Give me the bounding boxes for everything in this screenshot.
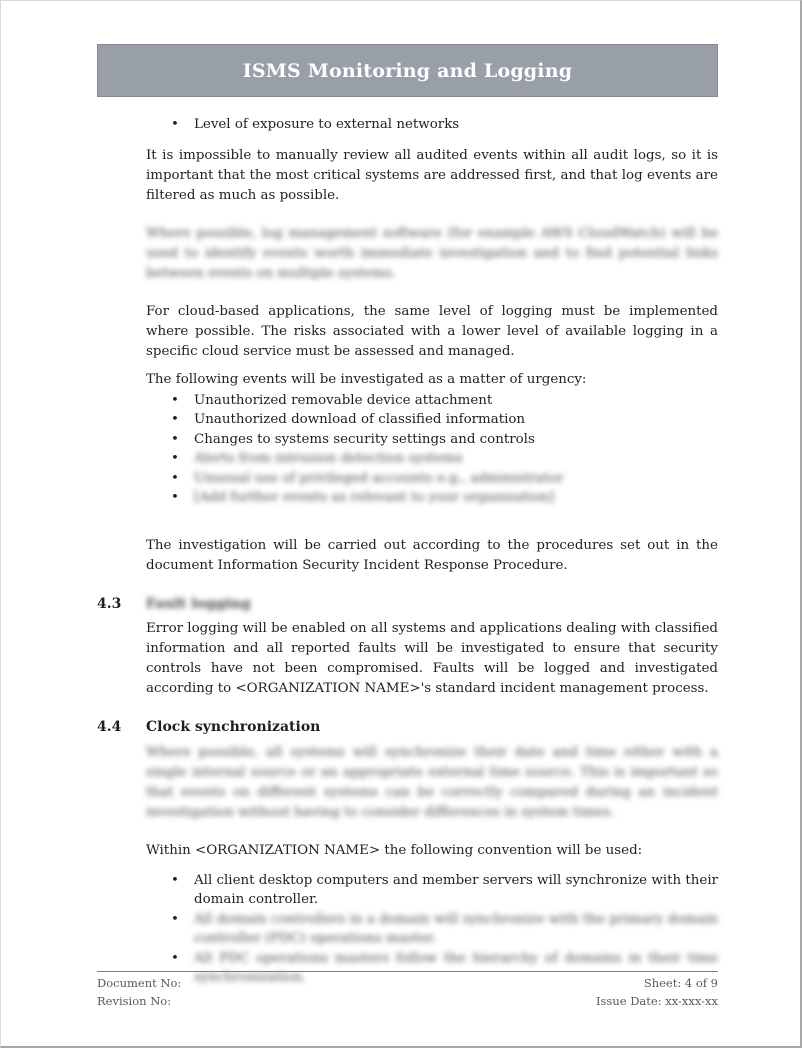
document-title-banner — [97, 44, 718, 97]
bullet-dot-icon: • — [171, 872, 179, 888]
bullet-item — [146, 449, 718, 469]
footer-right — [596, 975, 718, 1010]
bullet-item — [146, 488, 718, 508]
section-4-3-heading — [97, 594, 718, 614]
section-title-blurred: Fault logging — [146, 595, 251, 612]
paragraph-fault-logging: Error logging will be enabled on all systems and applications dealing with classified information and all reported faults will be investigated to ensure that security controls have not been compromised. Faults will be logged and investigated according to <ORGANIZATION NAME>'s standard incident management process. — [146, 620, 718, 696]
bullet-item — [146, 910, 718, 949]
exposure-bullet-list — [146, 115, 718, 135]
issue-date: Issue Date: xx-xxx-xx — [595, 993, 718, 1008]
bullet-item — [146, 469, 718, 489]
bullet-dot-icon: • — [171, 431, 179, 447]
bullet-dot-icon: • — [171, 117, 179, 132]
paragraph-clock-sync-blurred: Where possible, all systems will synchronize their date and time either with a single internal source or an appropriate external time source. This is important so that events on different systems can be correctly compared during an incident investigation without having to consider differences in system times. — [146, 744, 718, 820]
bullet-dot-icon: • — [171, 412, 179, 427]
bullet-text: Changes to systems security settings and controls — [194, 431, 535, 447]
bullet-dot-icon: • — [171, 490, 179, 505]
bullet-text-blurred: [Add further events as relevant to your organization] — [194, 490, 555, 505]
section-title: Clock synchronization — [146, 718, 321, 735]
paragraph-investigation: The investigation will be carried out according to the procedures set out in the document Information Security Incident Response Procedure. — [146, 537, 718, 573]
bullet-item — [146, 871, 718, 910]
section-4-4-heading — [97, 717, 718, 737]
bullet-text: All client desktop computers and member servers will synchronize with their domain controller. — [194, 872, 718, 907]
bullet-item — [146, 115, 718, 135]
document-no-label: Document No: — [97, 976, 182, 990]
paragraph-cloud-based: For cloud-based applications, the same level of logging must be implemented where possible. The risks associated with a lower level of available logging in a specific cloud service must be assessed and managed. — [146, 303, 718, 359]
revision-no-label: Revision No: — [97, 993, 172, 1008]
bullet-dot-icon: • — [171, 392, 179, 408]
section-number: 4.4 — [97, 718, 122, 735]
bullet-text: Level of exposure to external networks — [194, 117, 460, 132]
bullet-item — [146, 430, 718, 450]
bullet-dot-icon: • — [171, 451, 179, 466]
bullet-dot-icon: • — [171, 911, 179, 927]
footer-left — [97, 975, 181, 1010]
bullet-dot-icon: • — [171, 470, 179, 486]
bullet-item — [146, 410, 718, 430]
bullet-text: Unauthorized removable device attachment — [194, 392, 493, 408]
page-footer — [97, 971, 718, 1010]
bullet-text-blurred: Alerts from intrusion detection systems — [194, 451, 463, 466]
document-title: ISMS Monitoring and Logging — [242, 59, 573, 82]
bullet-text-blurred: All domain controllers in a domain will synchronize with the primary domain controller (PDC) operations master. — [194, 911, 718, 946]
bullet-item — [146, 391, 718, 411]
convention-bullet-list — [146, 871, 718, 988]
section-number: 4.3 — [97, 595, 122, 612]
urgency-bullet-list — [146, 391, 718, 508]
paragraph-convention-intro: Within <ORGANIZATION NAME> the following convention will be used: — [146, 842, 643, 858]
bullet-text-blurred: All PDC operations masters follow the hierarchy of domains in their time synchronization. — [194, 950, 718, 985]
document-body — [97, 115, 718, 988]
paragraph-log-management-blurred: Where possible, log management software (for example AWS CloudWatch) will be used to identify events worth immediate investigation and to find potential links between events on multiple systems. — [146, 225, 718, 281]
bullet-dot-icon: • — [171, 950, 179, 966]
sheet-number: Sheet: 4 of 9 — [643, 976, 718, 990]
bullet-text: Unauthorized download of classified information — [194, 412, 526, 427]
bullet-text-blurred: Unusual use of privileged accounts e.g., administrator — [194, 470, 564, 486]
paragraph-urgency-intro: The following events will be investigated as a matter of urgency: — [146, 371, 587, 387]
paragraph-audit-review: It is impossible to manually review all audited events within all audit logs, so it is important that the most critical systems are addressed first, and that log events are filtered as much as possible. — [146, 147, 718, 203]
